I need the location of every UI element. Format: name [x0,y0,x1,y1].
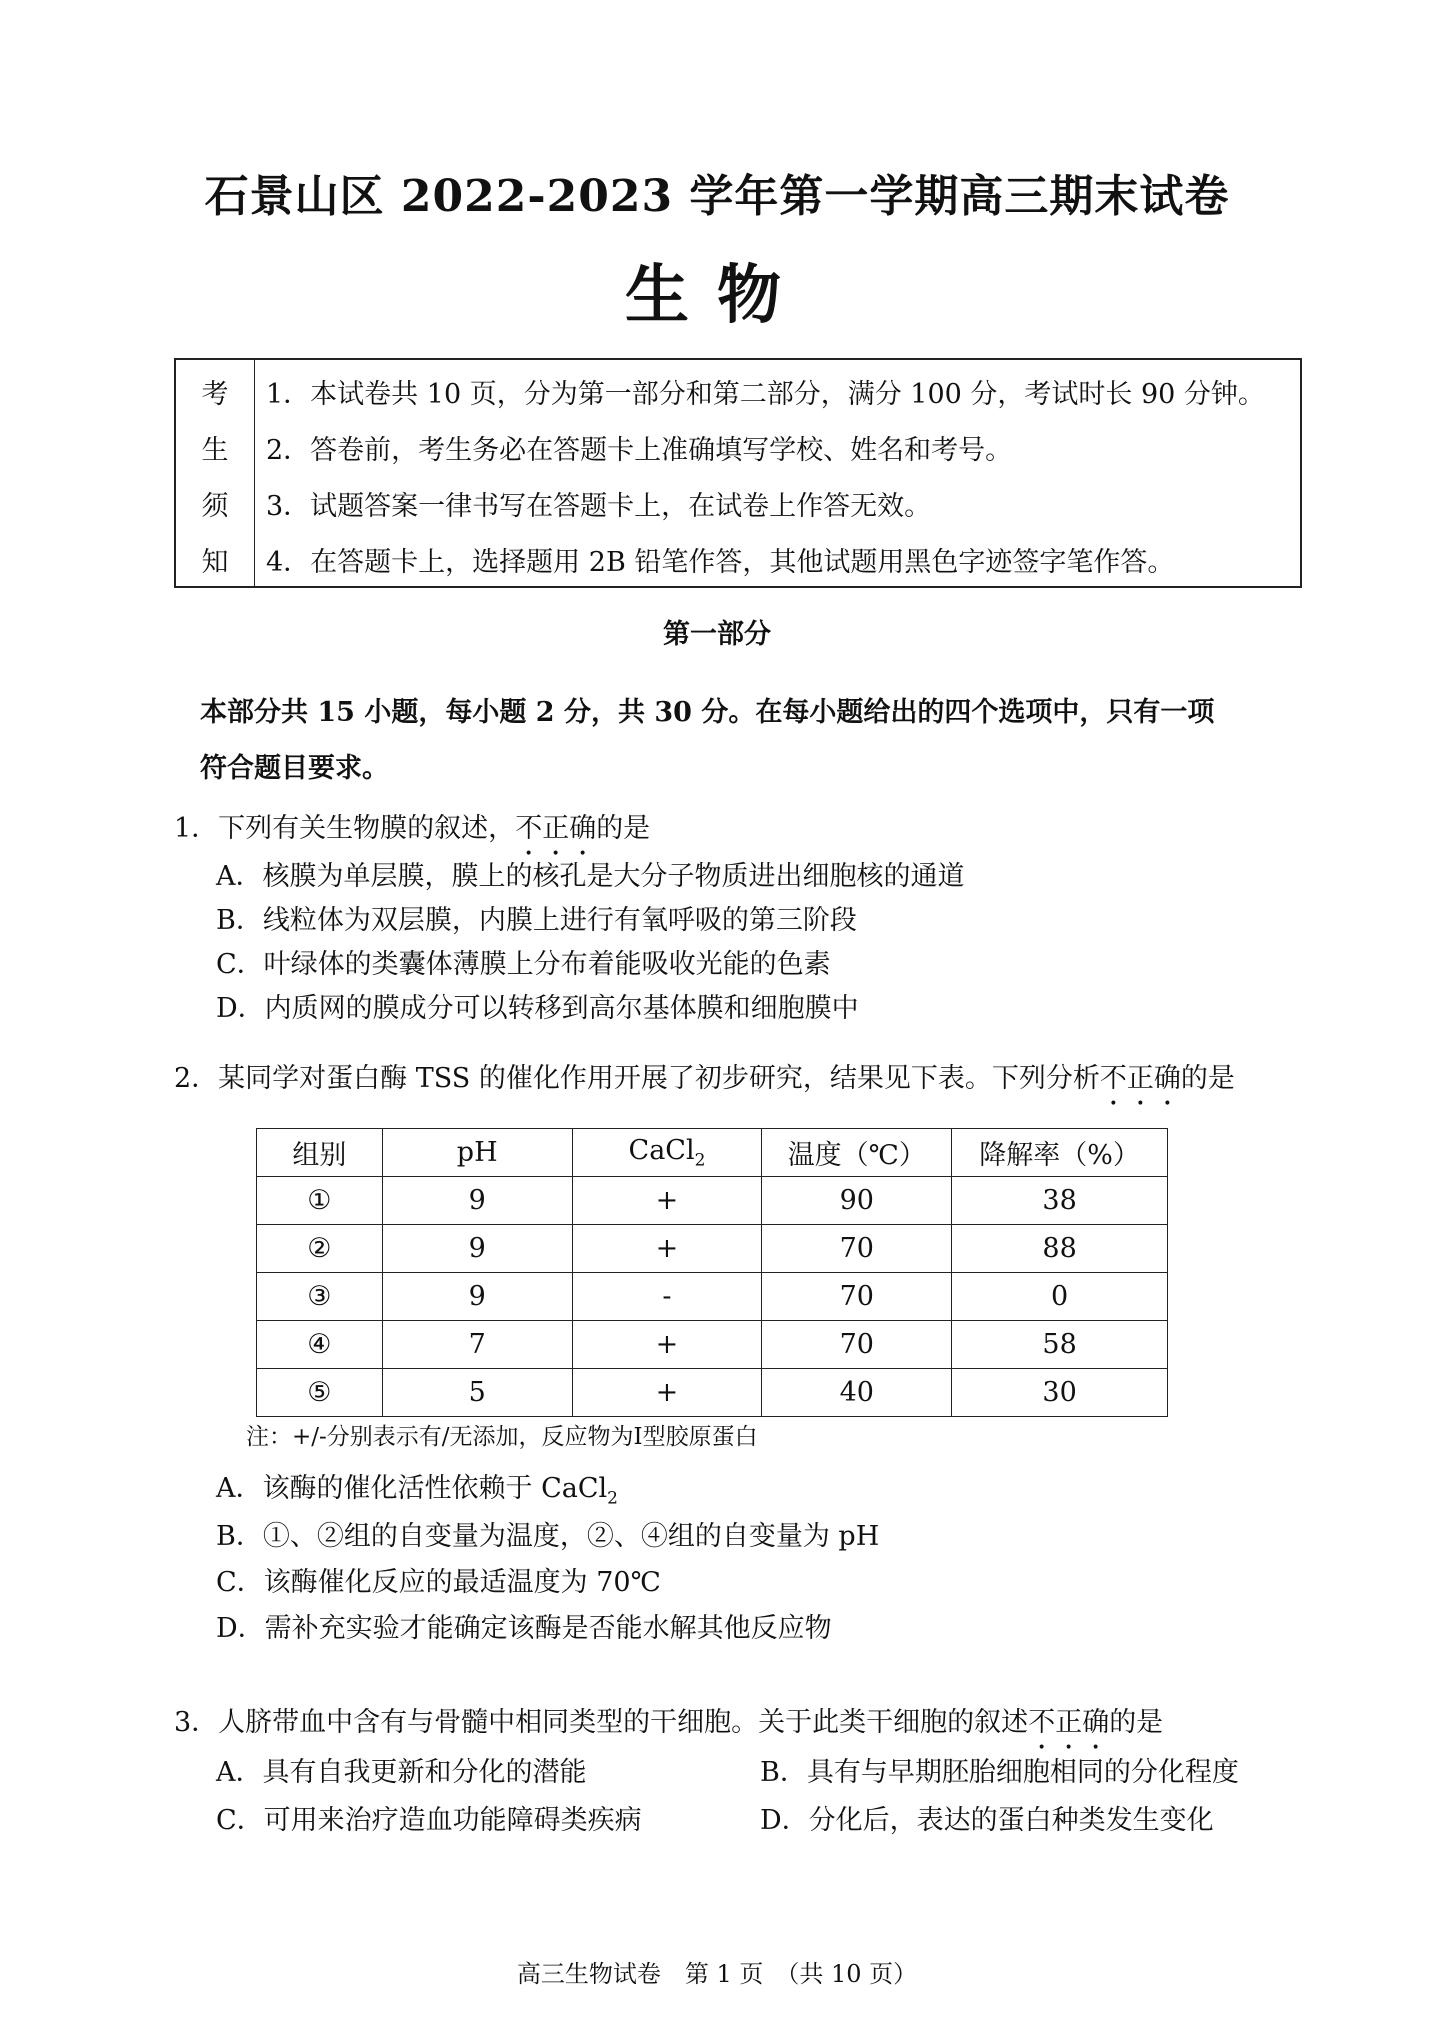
table-cell: 38 [952,1177,1168,1225]
exam-title: 石景山区 2022-2023 学年第一学期高三期末试卷 [204,171,1230,222]
table-cell: 9 [382,1225,572,1273]
table-header-row [257,1129,1168,1177]
table-cell: ② [257,1225,383,1273]
table-header-cell: 组别 [257,1129,383,1177]
question-3-option-d: D．分化后，表达的蛋白种类发生变化 [760,1805,1214,1836]
notice-label: 生 [201,435,229,466]
table-row [257,1177,1168,1225]
question-2-option-a: A．该酶的催化活性依赖于 CaCl$_2$ [216,1473,618,1509]
table-cell: + [572,1225,762,1273]
table-cell: 9 [382,1177,572,1225]
table-header-cell: 降解率（%） [952,1129,1168,1177]
notice-item: 4．在答题卡上，选择题用 2B 铅笔作答，其他试题用黑色字迹签字笔作答。 [266,547,1175,578]
table-cell: + [572,1369,762,1417]
notice-item: 2．答卷前，考生务必在答题卡上准确填写学校、姓名和考号。 [266,435,1013,466]
question-3-option-b: B．具有与早期胚胎细胞相同的分化程度 [760,1757,1239,1788]
subject-title: 生物 [625,258,809,333]
part-title: 第一部分 [663,619,771,650]
table-row [257,1321,1168,1369]
table-cell: ① [257,1177,383,1225]
table-cell: ④ [257,1321,383,1369]
question-3-option-a: A．具有自我更新和分化的潜能 [216,1757,587,1788]
table-row [257,1369,1168,1417]
table-header-cell: pH [382,1129,572,1177]
question-1-option-d: D．内质网的膜成分可以转移到高尔基体膜和细胞膜中 [216,993,859,1024]
table-cell: 40 [762,1369,952,1417]
table-cell: 70 [762,1225,952,1273]
table-cell: ⑤ [257,1369,383,1417]
enzyme-results-table [256,1128,1168,1417]
table-cell: 70 [762,1273,952,1321]
question-2-option-b: B．①、②组的自变量为温度，②、④组的自变量为 pH [216,1521,880,1552]
question-2-stem: 2．某同学对蛋白酶 TSS 的催化作用开展了初步研究，结果见下表。下列分析不正确的是 [174,1063,1235,1094]
notice-item: 3．试题答案一律书写在答题卡上，在试卷上作答无效。 [266,491,932,522]
table-header-cell: 温度（℃） [762,1129,952,1177]
part-intro-line: 符合题目要求。 [200,753,389,784]
table-cell: 7 [382,1321,572,1369]
question-1-option-b: B．线粒体为双层膜，内膜上进行有氧呼吸的第三阶段 [216,905,857,936]
table-cell: 0 [952,1273,1168,1321]
table-cell: 90 [762,1177,952,1225]
notice-label: 知 [201,547,229,578]
notice-label: 考 [201,379,229,410]
table-cell: 58 [952,1321,1168,1369]
table-cell: + [572,1177,762,1225]
question-1-option-a: A．核膜为单层膜，膜上的核孔是大分子物质进出细胞核的通道 [216,861,965,892]
table-cell: ③ [257,1273,383,1321]
question-1-stem: 1．下列有关生物膜的叙述，不正确的是 [174,813,651,844]
notice-label: 须 [201,491,229,522]
table-cell: 5 [382,1369,572,1417]
table-cell: + [572,1321,762,1369]
question-3-option-c: C．可用来治疗造血功能障碍类疾病 [216,1805,642,1836]
exam-notice-box [174,358,1302,588]
question-2-option-c: C．该酶催化反应的最适温度为 70℃ [216,1567,661,1598]
table-header-cell: CaCl$_2$ [572,1129,762,1177]
table-cell: 30 [952,1369,1168,1417]
table-note: 注：+/-分别表示有/无添加，反应物为I型胶原蛋白 [246,1424,758,1450]
table-row [257,1273,1168,1321]
notice-label-column [176,360,255,586]
table-cell: - [572,1273,762,1321]
notice-item: 1．本试卷共 10 页，分为第一部分和第二部分，满分 100 分，考试时长 90 分钟。 [266,379,1265,410]
page-footer: 高三生物试卷 第 1 页 （共 10 页） [516,1960,918,1988]
table-cell: 70 [762,1321,952,1369]
part-intro-line: 本部分共 15 小题，每小题 2 分，共 30 分。在每小题给出的四个选项中，只有一项 [200,697,1215,728]
question-3-stem: 3．人脐带血中含有与骨髓中相同类型的干细胞。关于此类干细胞的叙述不正确的是 [174,1707,1164,1738]
question-1-option-c: C．叶绿体的类囊体薄膜上分布着能吸收光能的色素 [216,949,831,980]
table-cell: 9 [382,1273,572,1321]
question-2-option-d: D．需补充实验才能确定该酶是否能水解其他反应物 [216,1613,832,1644]
table-cell: 88 [952,1225,1168,1273]
table-row [257,1225,1168,1273]
